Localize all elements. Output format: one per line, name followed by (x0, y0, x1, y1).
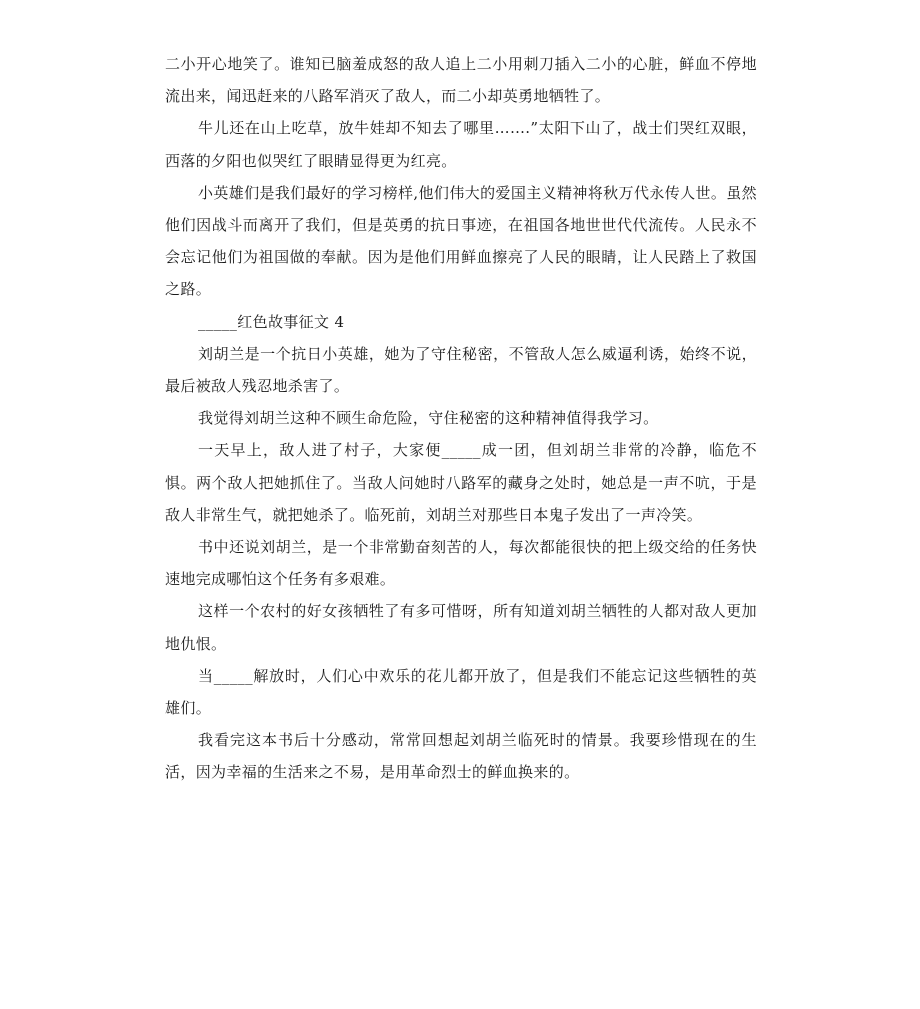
paragraph: 我觉得刘胡兰这种不顾生命危险，守住秘密的这种精神值得我学习。 (198, 409, 659, 428)
paragraph: 书中还说刘胡兰，是一个非常勤奋刻苦的人，每次都能很快的把上级交给的任务快速地完成哪怕这个任务有多艰难。 (165, 538, 757, 589)
paragraph: 二小开心地笑了。谁知已脑羞成怒的敌人追上二小用刺刀插入二小的心脏，鲜血不停地流出来，闻迅赶来的八路军消灭了敌人，而二小却英勇地牺牲了。 (165, 55, 757, 106)
paragraph: 刘胡兰是一个抗日小英雄，她为了守住秘密，不管敌人怎么威逼利诱，始终不说，最后被敌人残忍地杀害了。 (165, 344, 757, 396)
paragraph: 一天早上，敌人进了村子，大家便_____成一团，但刘胡兰非常的冷静，临危不惧。两个敌人把她抓住了。当敌人问她时八路军的藏身之处时，她总是一声不吭，于是敌人非常生气，就把她杀了。临死前，刘胡兰对那些日本鬼子发出了一声冷笑。 (165, 441, 757, 524)
paragraph: 牛儿还在山上吃草，放牛娃却不知去了哪里…….”太阳下山了，战士们哭红双眼，西落的夕阳也似哭红了眼睛显得更为红亮。 (165, 119, 757, 170)
document-body (165, 48, 757, 789)
paragraph: 当_____解放时，人们心中欢乐的花儿都开放了，但是我们不能忘记这些牺牲的英雄们。 (165, 666, 757, 718)
paragraph: 小英雄们是我们最好的学习榜样,他们伟大的爱国主义精神将秋万代永传人世。虽然他们因战斗而离开了我们，但是英勇的抗日事迹，在祖国各地世世代代流传。人民永不会忘记他们为祖国做的奉献。因为是他们用鲜血擦亮了人民的眼睛，让人民踏上了救国之路。 (165, 183, 757, 299)
paragraph: 这样一个农村的好女孩牺牲了有多可惜呀，所有知道刘胡兰牺牲的人都对敌人更加地仇恨。 (165, 602, 757, 653)
paragraph: 我看完这本书后十分感动，常常回想起刘胡兰临死时的情景。我要珍惜现在的生活，因为幸福的生活来之不易，是用革命烈士的鲜血换来的。 (165, 731, 757, 782)
section-heading: _____红色故事征文 4 (198, 312, 345, 331)
